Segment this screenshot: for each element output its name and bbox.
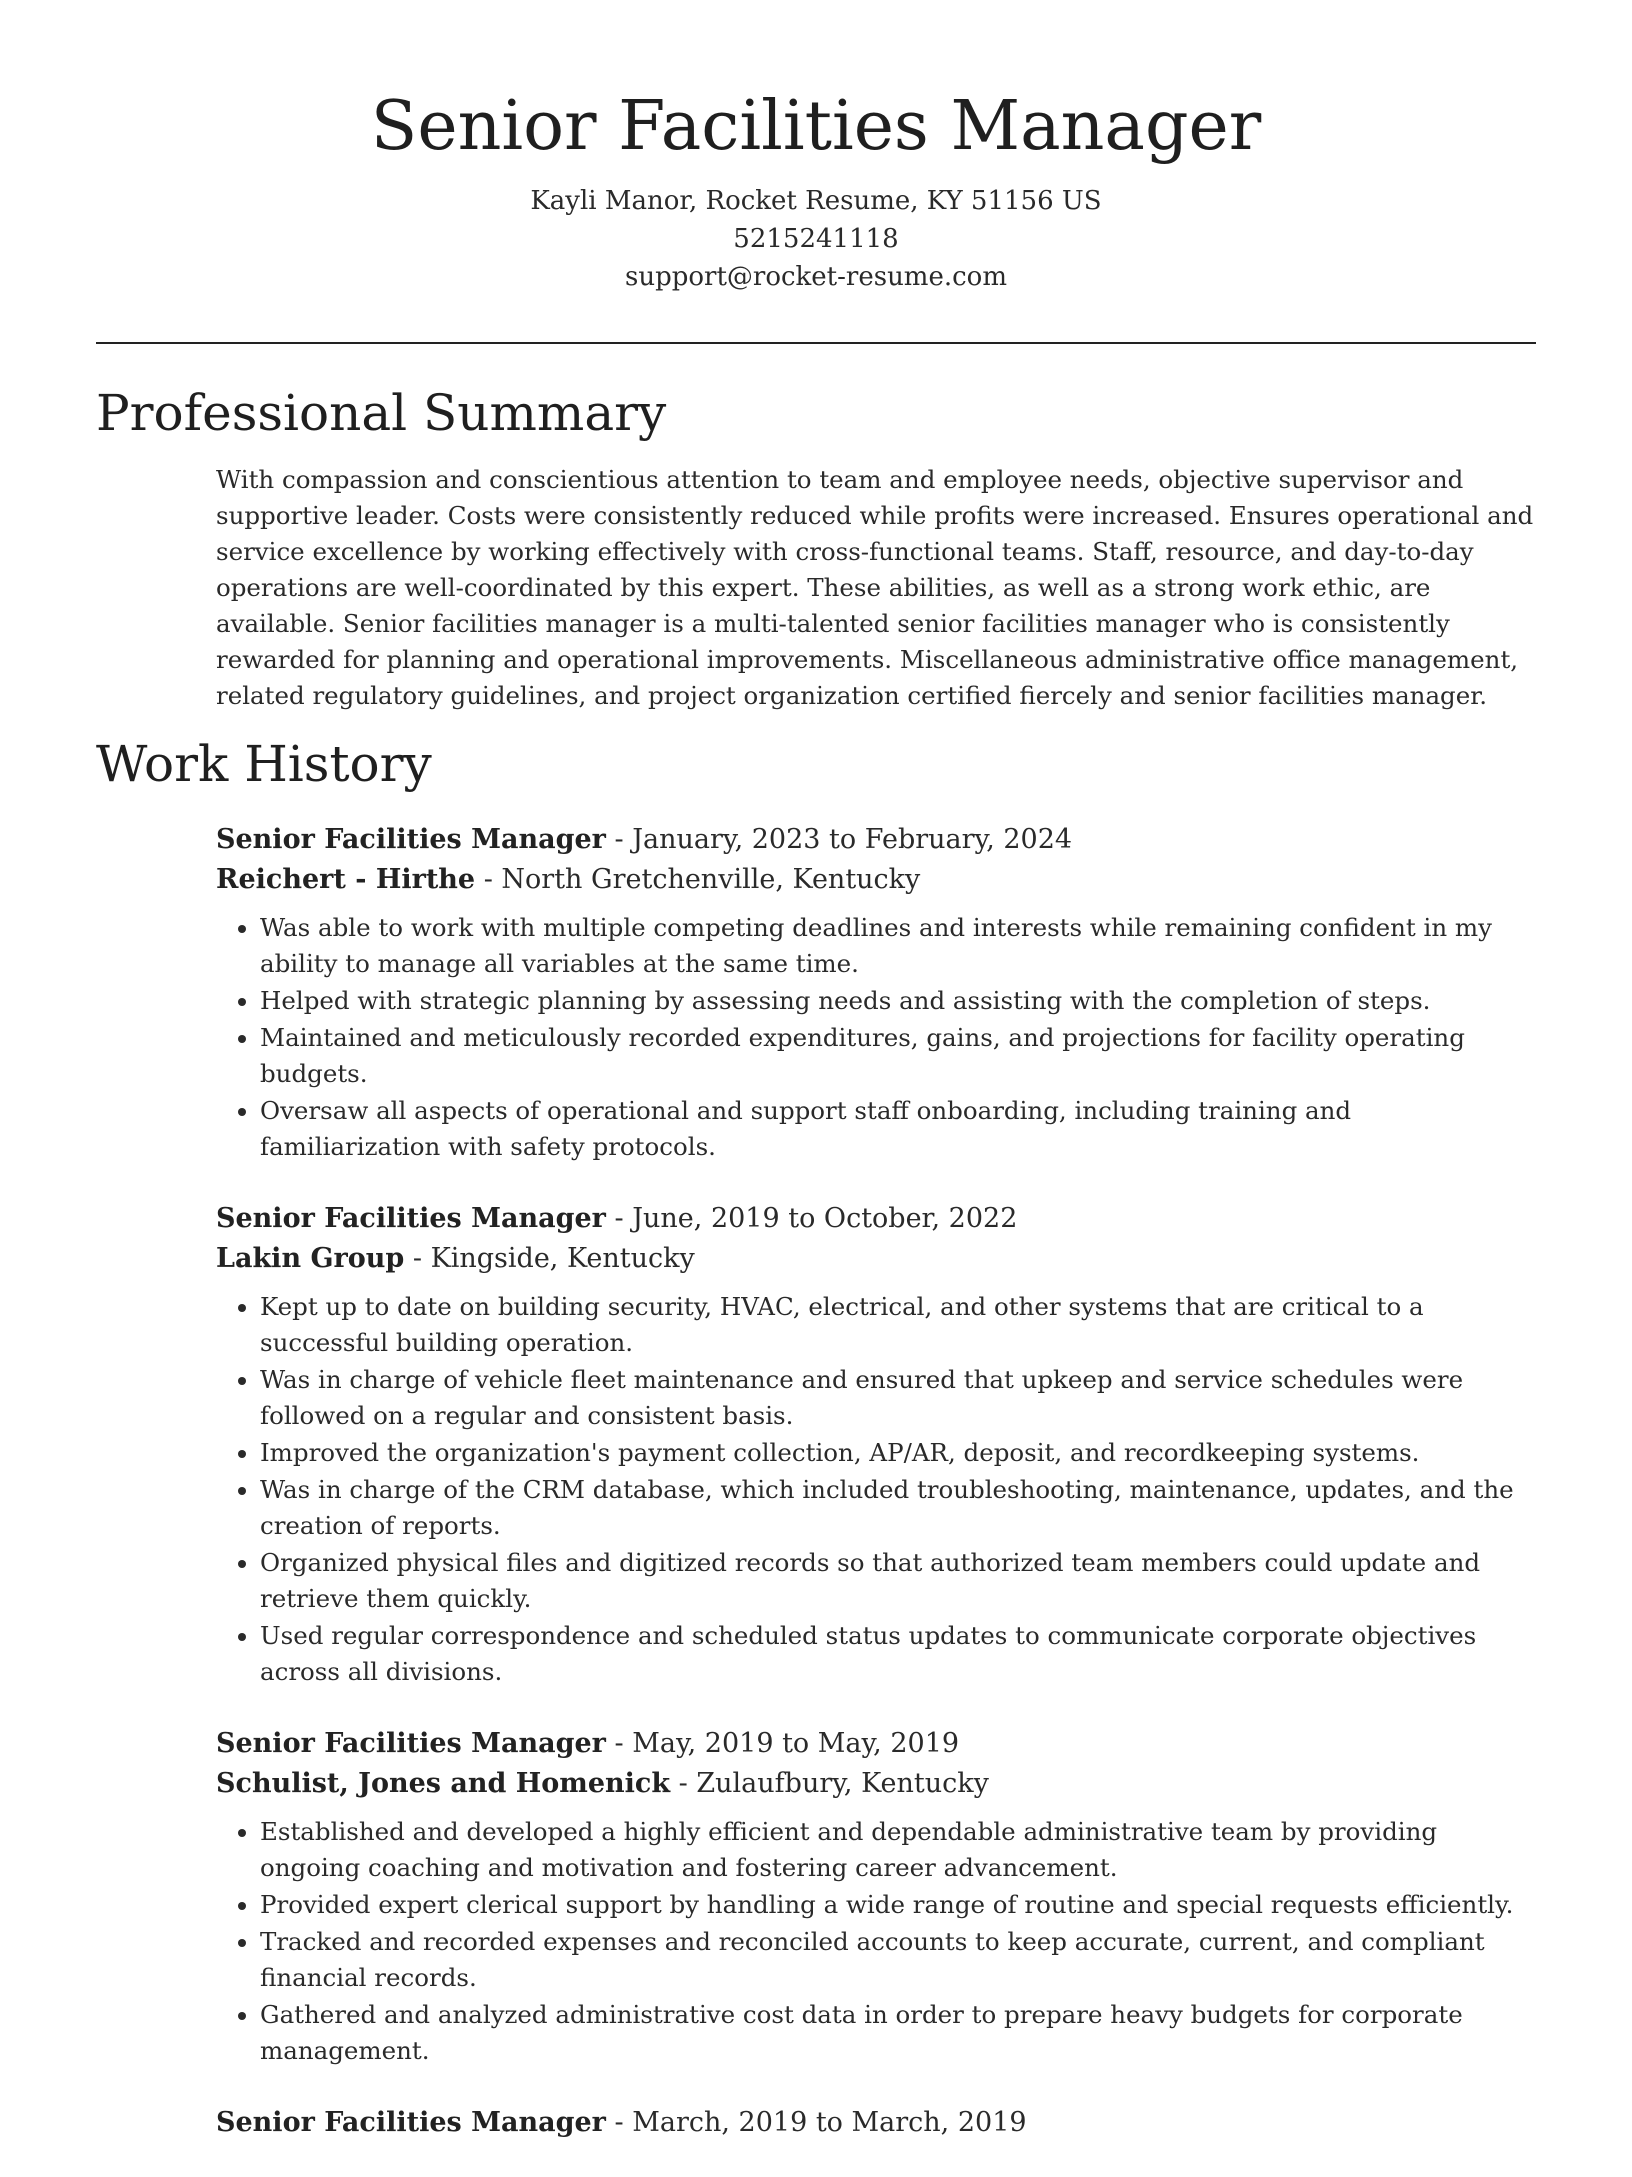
resume-header (0, 0, 1632, 296)
job-bullet: • Was in charge of the CRM database, which included troubleshooting, maintenance, updates, and the creation of reports. (260, 1472, 1536, 1544)
summary-heading: Professional Summary (96, 384, 667, 442)
separator: - (605, 2107, 633, 2138)
separator: - (475, 864, 502, 895)
job-dates: January, 2023 to February, 2024 (632, 824, 1073, 855)
contact-phone: 5215241118 (733, 224, 899, 254)
work-history-list (216, 820, 1536, 2177)
separator: - (605, 1728, 633, 1759)
job-entry (216, 1199, 1536, 1690)
contact-email: support@rocket-resume.com (624, 262, 1007, 292)
job-dates: June, 2019 to October, 2022 (632, 1203, 1018, 1234)
job-company: Reichert - Hirthe (216, 864, 476, 895)
separator: - (404, 1243, 431, 1274)
job-bullets (216, 1814, 1536, 2069)
job-title-line (216, 820, 1536, 860)
job-title-line (216, 2103, 1536, 2143)
job-role: Senior Facilities Manager (216, 2107, 606, 2138)
job-bullet: • Kept up to date on building security, HVAC, electrical, and other systems that are critical to a successful building operation. (260, 1289, 1536, 1361)
contact-address: Kayli Manor, Rocket Resume, KY 51156 US (530, 186, 1102, 216)
job-bullet: • Tracked and recorded expenses and reconciled accounts to keep accurate, current, and compliant financial records. (260, 1924, 1536, 1996)
job-bullet: • Was in charge of vehicle fleet maintenance and ensured that upkeep and service schedules were followed on a regular and consistent basis. (260, 1362, 1536, 1434)
job-bullets (216, 1289, 1536, 1690)
job-bullet: • Was able to work with multiple competing deadlines and interests while remaining confident in my ability to manage all variables at the same time. (260, 910, 1536, 982)
job-company: Lakin Group (216, 1243, 405, 1274)
job-location: Zulaufbury, Kentucky (696, 1768, 989, 1799)
job-bullet: • Established and developed a highly efficient and dependable administrative team by providing ongoing coaching and motivation and fostering career advancement. (260, 1814, 1536, 1886)
job-location: North Gretchenville, Kentucky (501, 864, 921, 895)
job-bullets (216, 910, 1536, 1165)
job-role: Senior Facilities Manager (216, 1728, 606, 1759)
job-dates: May, 2019 to May, 2019 (632, 1728, 960, 1759)
job-role: Senior Facilities Manager (216, 824, 606, 855)
job-bullet: • Maintained and meticulously recorded expenditures, gains, and projections for facility operating budgets. (260, 1020, 1536, 1092)
separator: - (670, 1768, 697, 1799)
job-location: Kingside, Kentucky (430, 1243, 695, 1274)
job-bullet: • Gathered and analyzed administrative cost data in order to prepare heavy budgets for corporate management. (260, 1997, 1536, 2069)
summary-text: With compassion and conscientious attention to team and employee needs, objective supervisor and supportive leader. Costs were consistently reduced while profits were increased. Ensures operational and service excellence by working effectively with cross-functional teams. Staff, resource, and day-to-day operations are well-coordinated by this expert. These abilities, as well as a strong work ethic, are available. Senior facilities manager is a multi-talented senior facilities manager who is consistently rewarded for planning and operational improvements. Miscellaneous administrative office management, related regulatory guidelines, and project organization certified fiercely and senior facilities manager. (216, 465, 1534, 710)
job-bullet: • Oversaw all aspects of operational and support staff onboarding, including training and familiarization with safety protocols. (260, 1093, 1536, 1165)
job-entry (216, 2103, 1536, 2143)
job-title-line (216, 1199, 1536, 1239)
job-company-line (216, 860, 1536, 900)
job-role: Senior Facilities Manager (216, 1203, 606, 1234)
job-bullet: • Organized physical files and digitized records so that authorized team members could update and retrieve them quickly. (260, 1545, 1536, 1617)
job-company-line (216, 1239, 1536, 1279)
separator: - (605, 1203, 633, 1234)
job-title-line (216, 1724, 1536, 1764)
work-history-heading: Work History (96, 735, 432, 793)
job-bullet: • Helped with strategic planning by assessing needs and assisting with the completion of steps. (260, 983, 1536, 1019)
job-bullet: • Used regular correspondence and scheduled status updates to communicate corporate objectives across all divisions. (260, 1618, 1536, 1690)
job-entry (216, 1724, 1536, 2069)
separator: - (605, 824, 633, 855)
job-entry (216, 820, 1536, 1165)
job-dates: March, 2019 to March, 2019 (632, 2107, 1027, 2138)
job-company: Schulist, Jones and Homenick (216, 1768, 671, 1799)
contact-block (0, 182, 1632, 296)
job-bullet: • Improved the organization's payment collection, AP/AR, deposit, and recordkeeping systems. (260, 1435, 1536, 1471)
resume-title: Senior Facilities Manager (370, 87, 1262, 166)
header-divider (96, 342, 1536, 344)
job-company-line (216, 1764, 1536, 1804)
job-bullet: • Provided expert clerical support by handling a wide range of routine and special requests efficiently. (260, 1887, 1536, 1923)
